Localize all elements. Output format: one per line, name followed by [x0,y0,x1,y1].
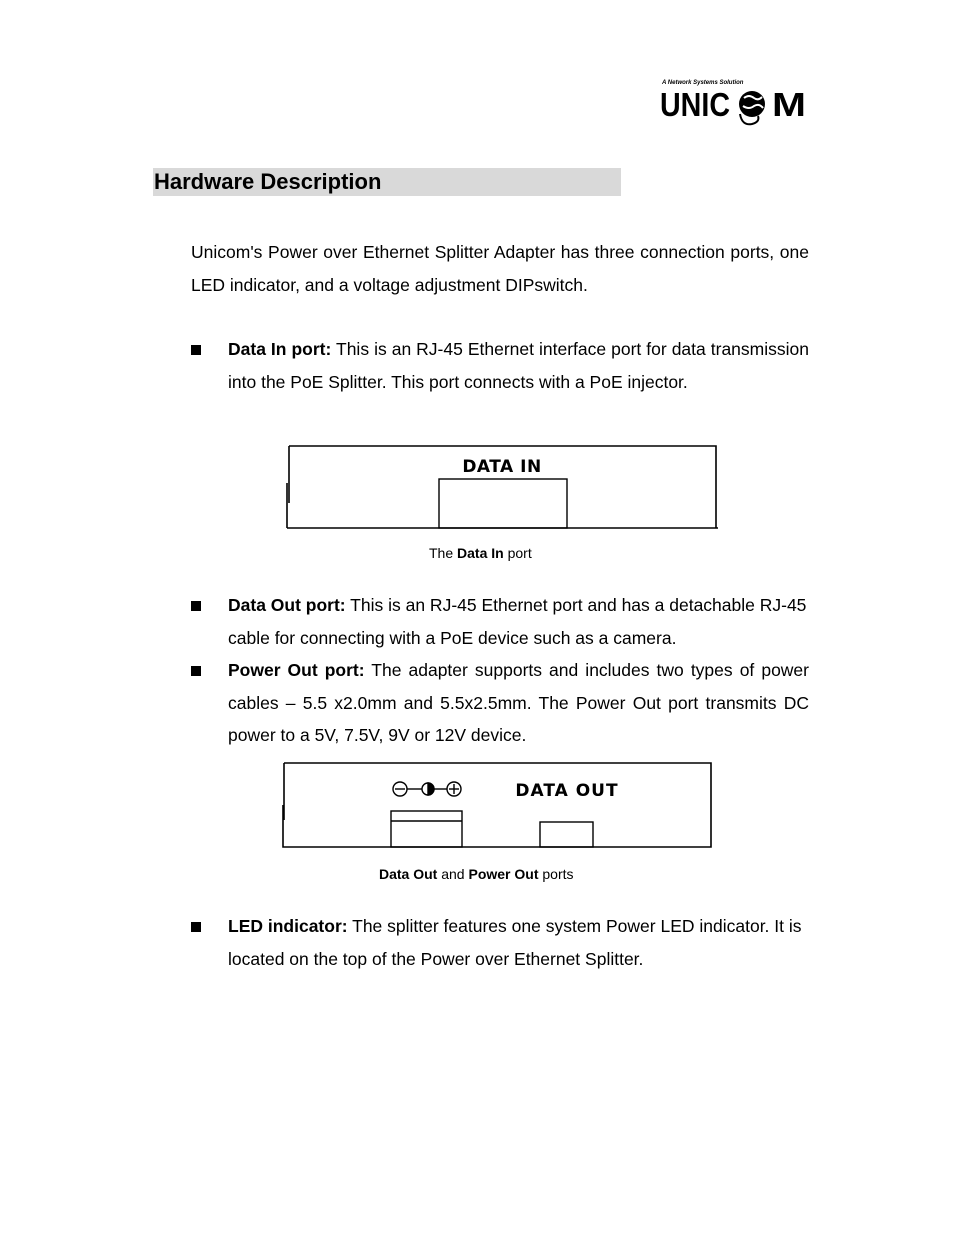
panel-label: DATA IN [462,457,542,477]
logo-wordmark-graphic [660,80,810,128]
bullet-body: The splitter features one system Power LED indicator. It is located on the top of the Power over Ethernet Splitter. [228,916,802,969]
unicom-logo [660,80,810,128]
bullet-body: The adapter supports and includes two types of power cables – 5.5 x2.0mm and 5.5x2.5mm. The Power Out port transmits DC power to a 5V, 7.5V, 9V or 12V device. [228,660,809,745]
square-bullet-icon [191,922,201,932]
figure2-caption [379,866,574,882]
bullet-label: Power Out port: [228,660,365,680]
bullet-body: This is an RJ-45 Ethernet port and has a detachable RJ-45 cable for connecting with a PoE device such as a camera. [228,595,807,648]
bullet-data-in [191,333,809,398]
caption-bold: Data Out [379,866,438,882]
figure1-caption [429,545,532,561]
caption-text: and [437,866,469,882]
bullet-power-out [191,654,809,752]
caption-bold: Data In [457,545,504,561]
svg-text:M: M [772,86,806,123]
caption-text: port [503,545,532,561]
intro-paragraph: Unicom's Power over Ethernet Splitter Adapter has three connection ports, one LED indicator, and a voltage adjustment DIPswitch. [191,242,809,295]
caption-text: ports [538,866,574,882]
polarity-icon [393,782,461,796]
bullet-body: This is an RJ-45 Ethernet interface port for data transmission into the PoE Splitter. This port connects with a PoE injector. [228,339,809,392]
panel-label: DATA OUT [515,781,619,801]
data-out-diagram [281,760,715,852]
bullet-led-indicator [191,910,809,975]
logo-tagline: A Network Systems Solution [662,80,744,86]
bullet-label: LED indicator: [228,916,348,936]
square-bullet-icon [191,601,201,611]
bullet-data-out [191,589,809,654]
caption-bold: Power Out [468,866,539,882]
bullet-label: Data Out port: [228,595,346,615]
square-bullet-icon [191,345,201,355]
data-in-diagram [284,443,722,533]
square-bullet-icon [191,666,201,676]
svg-text:UNIC: UNIC [660,86,730,123]
bullet-label: Data In port: [228,339,332,359]
caption-text: The [429,545,458,561]
page-title: Hardware Description [154,169,382,194]
